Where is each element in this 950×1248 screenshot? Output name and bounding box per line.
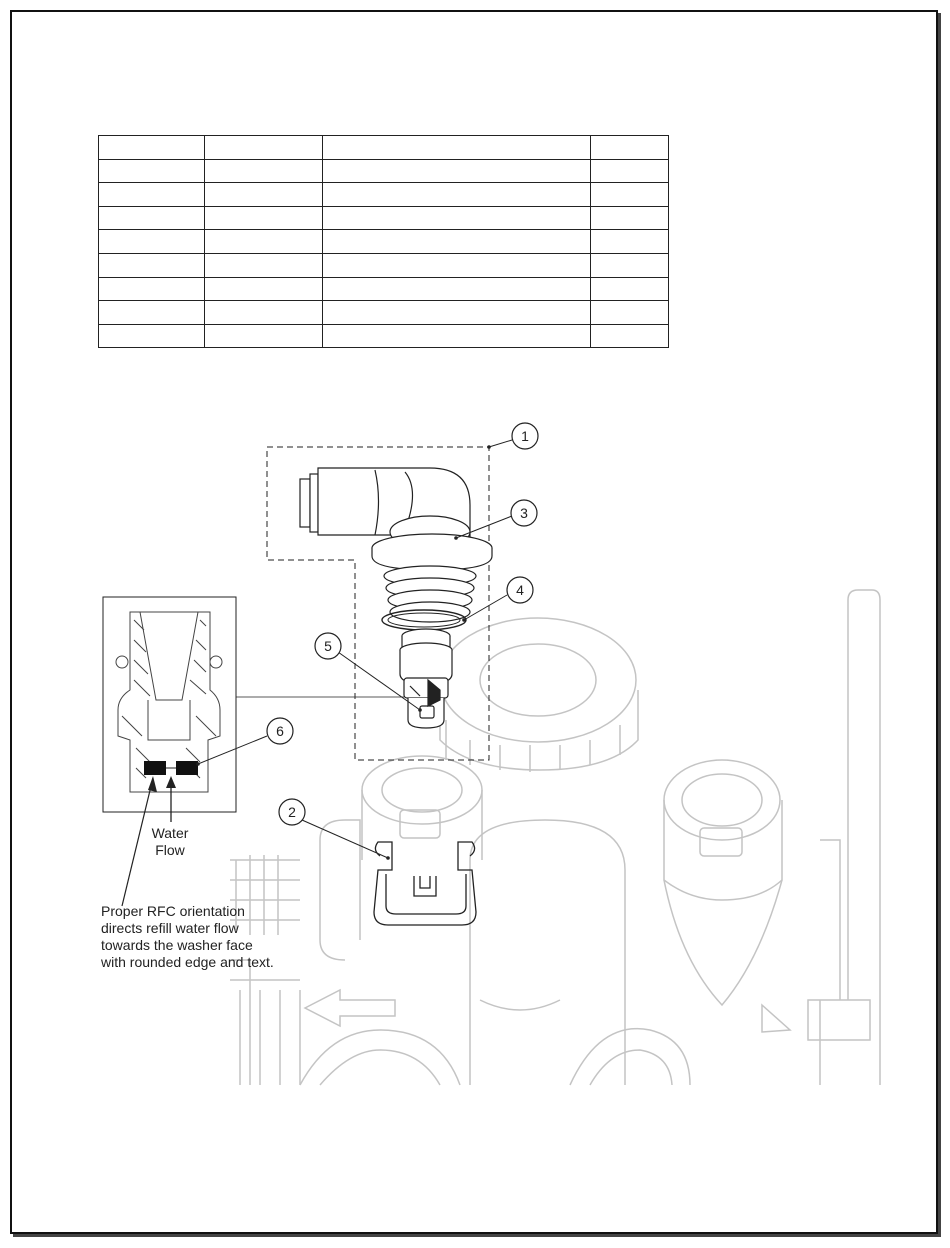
callout-1	[512, 423, 538, 449]
retaining-clip	[374, 842, 476, 925]
callout-6	[267, 718, 293, 744]
callout-4	[507, 577, 533, 603]
callout-4-label: 4	[516, 582, 524, 598]
callout-1-label: 1	[521, 428, 529, 444]
washer-right	[176, 761, 198, 775]
water-label-line1: Water	[151, 825, 189, 841]
note-leader-line	[122, 778, 153, 906]
callout-5-label: 5	[324, 638, 332, 654]
washer-left	[144, 761, 166, 775]
elbow-fitting	[300, 468, 492, 622]
callout-2	[279, 799, 305, 825]
valve-body-background	[230, 590, 880, 1085]
inset-section-drawing	[116, 612, 222, 792]
flow-control-body	[400, 629, 452, 728]
note-line-1: Proper RFC orientation	[101, 903, 245, 919]
callout-3-label: 3	[520, 505, 528, 521]
water-label-line2: Flow	[155, 842, 185, 858]
callout-2-label: 2	[288, 804, 296, 820]
callout-3	[511, 500, 537, 526]
note-line-3: towards the washer face	[101, 937, 253, 953]
callout-5	[315, 633, 341, 659]
note-line-2: directs refill water flow	[101, 920, 239, 936]
callout-6-label: 6	[276, 723, 284, 739]
note-line-4: with rounded edge and text.	[101, 954, 274, 970]
